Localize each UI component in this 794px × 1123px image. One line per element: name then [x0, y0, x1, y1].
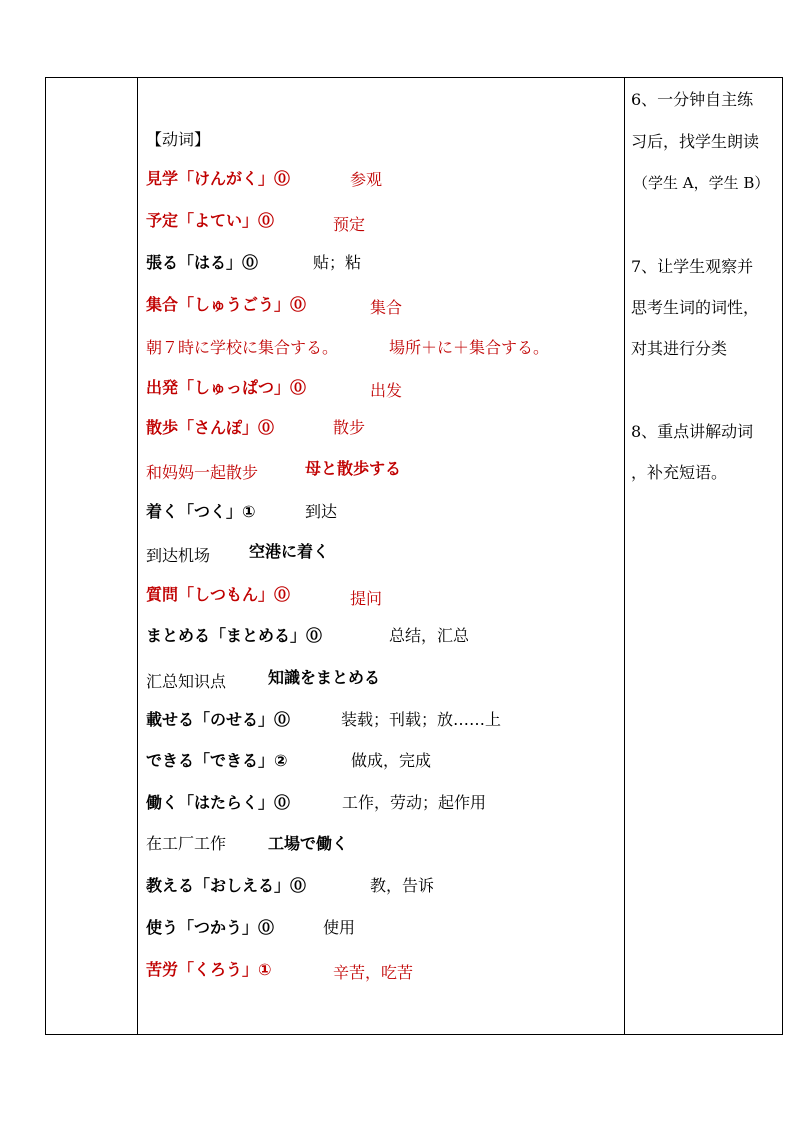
vocab-meaning: 做成，完成: [351, 751, 432, 770]
vocab-meaning: 教，告诉: [370, 876, 435, 895]
table-right-border: [782, 77, 783, 1035]
example-chinese: 汇总知识点: [146, 672, 227, 691]
example-sentence: 朝７時に学校に集合する。: [146, 338, 339, 357]
vocab-word: 散歩「さんぽ」⓪: [146, 418, 275, 437]
example-chinese: 和妈妈一起散步: [146, 463, 259, 482]
vocab-word: 使う「つかう」⓪: [146, 918, 275, 937]
vocab-meaning: 提问: [350, 589, 383, 608]
vocab-word: 見学「けんがく」⓪: [146, 169, 291, 188]
example-chinese: 到达机场: [146, 546, 211, 565]
teaching-note-line: 对其进行分类: [631, 339, 728, 358]
example-japanese: 空港に着く: [249, 542, 330, 561]
teaching-note-line: 思考生词的词性，: [631, 298, 760, 317]
vocab-meaning: 贴；粘: [313, 253, 362, 272]
vocab-meaning: 散步: [333, 418, 366, 437]
table-column-divider-2: [624, 77, 625, 1035]
example-pattern: 場所＋に＋集合する。: [389, 338, 550, 357]
vocab-word: 教える「おしえる」⓪: [146, 876, 307, 895]
vocab-meaning: 出发: [370, 381, 403, 400]
teaching-note-line: 6、一分钟自主练: [631, 90, 754, 109]
vocab-meaning: 参观: [350, 170, 383, 189]
table-top-border: [45, 77, 783, 78]
vocab-word: 着く「つく」①: [146, 502, 256, 521]
vocab-meaning: 辛苦，吃苦: [333, 963, 414, 982]
section-title: 【动词】: [146, 130, 211, 149]
example-chinese: 在工厂工作: [146, 834, 227, 853]
teaching-note-line: ，补充短语。: [631, 463, 728, 482]
vocab-meaning: 总结，汇总: [389, 626, 470, 645]
vocab-word: できる「できる」②: [146, 751, 288, 770]
example-japanese: 母と散歩する: [305, 459, 402, 478]
table-column-divider-1: [137, 77, 138, 1035]
vocab-meaning: 到达: [305, 502, 338, 521]
vocab-word: 質問「しつもん」⓪: [146, 585, 291, 604]
vocab-word: 載せる「のせる」⓪: [146, 710, 291, 729]
table-bottom-border: [45, 1034, 783, 1035]
example-japanese: 工場で働く: [268, 834, 349, 853]
example-japanese: 知識をまとめる: [268, 668, 381, 687]
teaching-note-line: 8、重点讲解动词: [631, 422, 754, 441]
teaching-note-line: （学生 A，学生 B）: [633, 174, 770, 192]
vocab-word: 予定「よてい」⓪: [146, 211, 275, 230]
table-left-border: [45, 77, 46, 1035]
vocab-word: 働く「はたらく」⓪: [146, 793, 291, 812]
vocab-word: 苦労「くろう」①: [146, 960, 272, 979]
teaching-note-line: 习后，找学生朗读: [631, 132, 760, 151]
vocab-word: 張る「はる」⓪: [146, 253, 259, 272]
vocab-meaning: 使用: [323, 918, 356, 937]
vocab-meaning: 预定: [333, 215, 366, 234]
vocab-meaning: 装载；刊载；放……上: [341, 710, 502, 729]
teaching-note-line: 7、让学生观察并: [631, 257, 754, 276]
vocab-word: 出発「しゅっぱつ」⓪: [146, 378, 307, 397]
vocab-word: まとめる「まとめる」⓪: [146, 626, 323, 645]
vocab-meaning: 集合: [370, 298, 403, 317]
vocab-meaning: 工作，劳动；起作用: [342, 793, 487, 812]
vocab-word: 集合「しゅうごう」⓪: [146, 295, 307, 314]
